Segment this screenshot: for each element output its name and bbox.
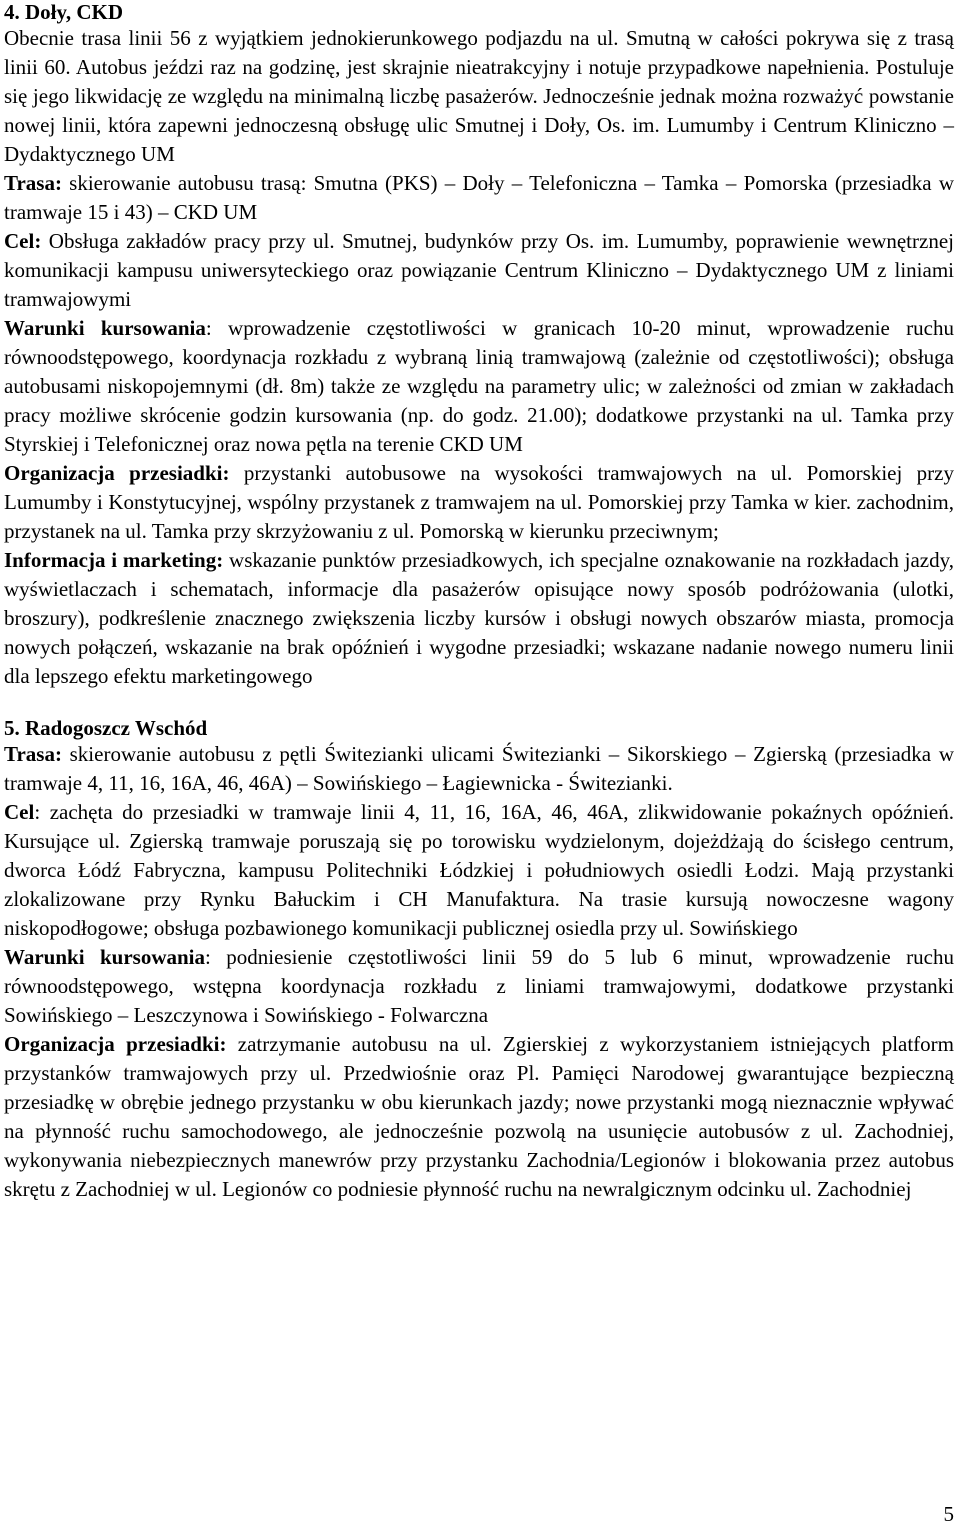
section-spacer (4, 691, 954, 716)
service-paragraph (4, 943, 954, 1030)
service-label: Warunki kursowania (4, 316, 206, 340)
goal-paragraph (4, 227, 954, 314)
route-paragraph (4, 740, 954, 798)
section-doly-ckd (4, 0, 954, 691)
transfer-text: zatrzymanie autobusu na ul. Zgierskiej z wykorzystaniem istniejących platform przystanków tramwajowych przy ul. Przedwiośnie oraz Pl. Pamięci Narodowej gwarantujące bezpieczną przesiadkę w obrębie jednego przystanku w obu kierunkach jazdy; nowe przystanki mogą nieznacznie wpływać na płynność ruchu samochodowego, ale jednocześnie pozwolą na usunięcie autobusów z ul. Zachodniej, wykonywania niebezpiecznych manewrów przy przystanku Zachodnia/Legionów i blokowania przez autobus skrętu z Zachodniej w ul. Legionów co podniesie płynność ruchu na newralgicznym odcinku ul. Zachodniej (4, 1032, 955, 1201)
page-number: 5 (943, 1502, 954, 1526)
info-paragraph (4, 546, 954, 691)
service-text: : wprowadzenie częstotliwości w granicach 10-20 minut, wprowadzenie ruchu równoodstępowego, koordynacja rozkładu z wybraną linią tramwajową (zależnie od częstotliwości); obsługa autobusami niskopojemnymi (dł. 8m) także ze względu na parametry ulic; w zależności od zmian w zakładach pracy możliwe skrócenie godzin kursowania (np. do godz. 21.00); dodatkowe przystanki na ul. Tamka przy Styrskiej i Telefonicznej oraz nowa pętla na terenie CKD UM (4, 316, 954, 456)
route-label: Trasa: (4, 171, 62, 195)
transfer-paragraph (4, 459, 954, 546)
document-page (4, 0, 954, 1204)
intro-paragraph: Obecnie trasa linii 56 z wyjątkiem jednokierunkowego podjazdu na ul. Smutną w całości pokrywa się z trasą linii 60. Autobus jeździ raz na godzinę, jest skrajnie nieatrakcyjny i notuje przypadkowe napełnienia. Postuluje się jego likwidację ze względu na minimalną liczbę pasażerów. Jednocześnie jednak można rozważyć powstanie nowej linii, która zapewni jednoczesną obsługę ulic Smutnej i Doły, Os. im. Lumumby i Centrum Kliniczno – Dydaktycznego UM (4, 26, 954, 166)
goal-label: Cel: (4, 229, 42, 253)
info-text: wskazanie punktów przesiadkowych, ich specjalne oznakowanie na rozkładach jazdy, wyświetlaczach i schematach, informacje dla pasażerów opisujące nowy sposób podróżowania (ulotki, broszury), podkreślenie znacznego zwiększenia liczby kursów i obsługi nowych obszarów miasta, promocja nowych połączeń, wskazanie na brak opóźnień i wygodne przesiadki; wskazane nadanie nowego numeru linii dla lepszego efektu marketingowego (4, 548, 954, 688)
transfer-paragraph (4, 1030, 954, 1204)
service-text: : podniesienie częstotliwości linii 59 do 5 lub 6 minut, wprowadzenie ruchu równoodstępowego, wstępna koordynacja rozkładu z liniami tramwajowymi, dodatkowe przystanki Sowińskiego – Leszczynowa i Sowińskiego - Folwarczna (4, 945, 954, 1027)
goal-label: Cel (4, 800, 35, 824)
transfer-label: Organizacja przesiadki: (4, 1032, 227, 1056)
section-heading: 4. Doły, CKD (4, 0, 124, 24)
goal-paragraph (4, 798, 954, 943)
goal-text: : zachęta do przesiadki w tramwaje linii 4, 11, 16, 16A, 46, 46A, zlikwidowanie pokaźnych opóźnień. Kursujące ul. Zgierską tramwaje poruszają się po torowisku wydzielonym, dojeżdżają do ścisłego centrum, dworca Łódź Fabryczna, kampusu Politechniki Łódzkiej i południowych osiedli Łodzi. Mają przystanki zlokalizowane przy Rynku Bałuckim i CH Manufaktura. Na trasie kursują nowoczesne wagony niskopodłogowe; obsługa pozbawionego komunikacji publicznej osiedla przy ul. Sowińskiego (4, 800, 954, 940)
service-paragraph (4, 314, 954, 459)
route-text: skierowanie autobusu trasą: Smutna (PKS) – Doły – Telefoniczna – Tamka – Pomorska (przesiadka w tramwaje 15 i 43) – CKD UM (4, 171, 954, 224)
goal-text: Obsługa zakładów pracy przy ul. Smutnej, budynków przy Os. im. Lumumby, poprawienie wewnętrznej komunikacji kampusu uniwersyteckiego oraz powiązanie Centrum Kliniczno – Dydaktycznego UM z liniami tramwajowymi (4, 229, 954, 311)
route-paragraph (4, 169, 954, 227)
route-label: Trasa: (4, 742, 62, 766)
service-label: Warunki kursowania (4, 945, 206, 969)
route-text: skierowanie autobusu z pętli Świtezianki ulicami Świtezianki – Sikorskiego – Zgierską (przesiadka w tramwaje 4, 11, 16, 16A, 46, 46A) – Sowińskiego – Łagiewnicka - Świtezianki. (4, 742, 954, 795)
transfer-text: przystanki autobusowe na wysokości tramwajowych na ul. Pomorskiej przy Lumumby i Konstytucyjnej, wspólny przystanek z tramwajem na ul. Pomorskiej przy Tamka w kier. zachodnim, przystanek na ul. Tamka przy skrzyżowaniu z ul. Pomorską w kierunku przeciwnym; (4, 461, 954, 543)
info-label: Informacja i marketing: (4, 548, 224, 572)
section-radogoszcz-wschod (4, 716, 954, 1204)
transfer-label: Organizacja przesiadki: (4, 461, 230, 485)
section-heading: 5. Radogoszcz Wschód (4, 716, 208, 740)
